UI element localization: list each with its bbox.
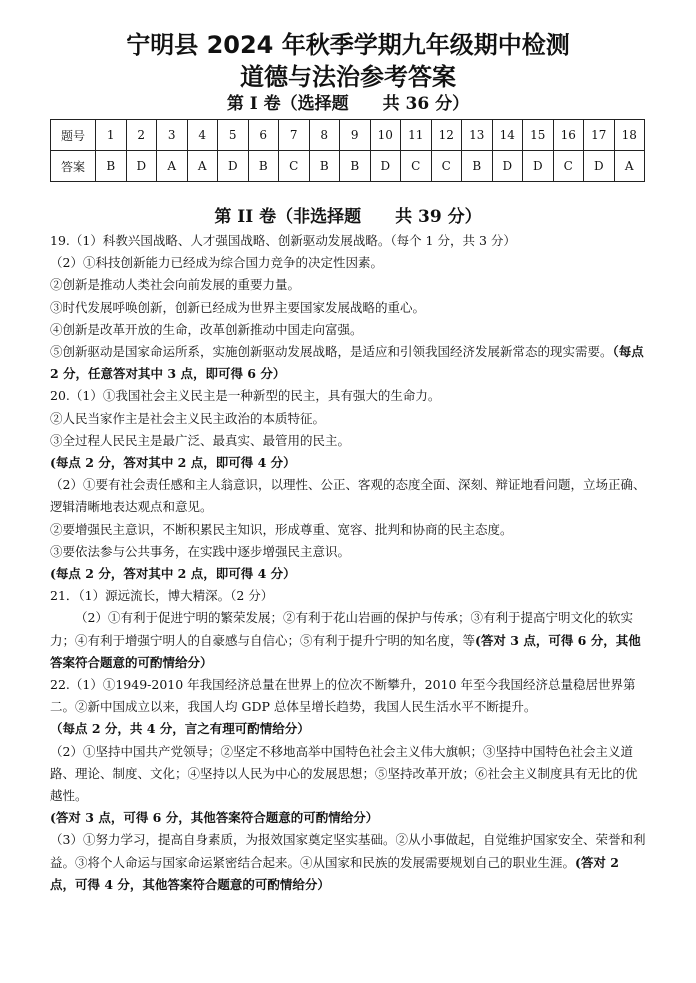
answer-table [50, 119, 645, 182]
q22-score: （每点 2 分，共 4 分，言之有理可酌情给分） [50, 721, 310, 737]
question-number: 7 [279, 120, 310, 151]
q20-line: ②要增强民主意识，不断积累民主知识，形成尊重、宽容、批判和协商的民主态度。 [50, 521, 513, 537]
q22-score: (答对 3 点，可得 6 分，其他答案符合题意的可酌情给分） [50, 810, 379, 826]
answer-cell: D [126, 151, 157, 182]
row-label-numbers: 题号 [51, 120, 96, 151]
answer-cell: D [584, 151, 615, 182]
question-number: 17 [584, 120, 615, 151]
q20-score: (每点 2 分，答对其中 2 点，即可得 4 分） [50, 566, 296, 582]
q21-line [50, 607, 648, 674]
q20-line: （2）①要有社会责任感和主人翁意识，以理性、公正、客观的态度全面、深刻、辩证地看问题，立场正确、逻辑清晰地表达观点和意见。 [50, 477, 646, 515]
answer-cell: B [340, 151, 371, 182]
q21-score: (答对 3 点，可得 6 分，其他答案符合题意的可酌情给分） [50, 632, 641, 670]
question-number: 4 [187, 120, 218, 151]
q19-line [50, 341, 648, 385]
answer-cell: D [370, 151, 401, 182]
q20-line: ③全过程人民民主是最广泛、最真实、最管用的民主。 [50, 432, 351, 448]
answer-row [51, 151, 645, 182]
part1-heading: 第 I 卷（选择题 共 36 分） [226, 94, 470, 114]
q21-text: （2）①有利于促进宁明的繁荣发展；②有利于花山岩画的保护与传承；③有利于提高宁明文化的软实力；④有利于增强宁明人的自豪感与自信心；⑤有利于提升宁明的知名度，等 [50, 610, 633, 648]
question-number: 11 [401, 120, 432, 151]
answer-cell: B [248, 151, 279, 182]
question-number: 3 [157, 120, 188, 151]
answer-cell: C [279, 151, 310, 182]
q22-line [50, 829, 648, 896]
answer-cell: C [431, 151, 462, 182]
q21-line: 21．（1）源远流长，博大精深。（2 分） [50, 588, 274, 604]
q19-line: （2）①科技创新能力已经成为综合国力竞争的决定性因素。 [50, 255, 383, 271]
question-number: 5 [218, 120, 249, 151]
answer-cell: A [614, 151, 645, 182]
answer-content [50, 230, 648, 896]
question-number: 14 [492, 120, 523, 151]
q20-score: (每点 2 分，答对其中 2 点，即可得 4 分） [50, 455, 296, 471]
q19-line: ②创新是推动人类社会向前发展的重要力量。 [50, 277, 301, 293]
q19-line: 19.（1）科教兴国战略、人才强国战略、创新驱动发展战略。（每个 1 分，共 3 分） [50, 233, 516, 248]
q20-line: ②人民当家作主是社会主义民主政治的本质特征。 [50, 410, 326, 426]
answer-cell: B [462, 151, 493, 182]
answer-cell: D [492, 151, 523, 182]
q20-line: 20.（1）①我国社会主义民主是一种新型的民主，具有强大的生命力。 [50, 388, 441, 404]
question-number: 12 [431, 120, 462, 151]
q19-score: （每点 2 分，任意答对其中 3 点，即可得 6 分） [50, 344, 644, 382]
q22-score: (答对 2 点，可得 4 分，其他答案符合题意的可酌情给分） [50, 854, 619, 892]
q19-line: ③时代发展呼唤创新，创新已经成为世界主要国家发展战略的重心。 [50, 299, 426, 315]
question-number-row [51, 120, 645, 151]
question-number: 6 [248, 120, 279, 151]
q19-text: ⑤创新驱动是国家命运所系，实施创新驱动发展战略，是适应和引领我国经济发展新常态的现实需要。 [50, 344, 613, 360]
row-label-answers: 答案 [51, 151, 96, 182]
answer-cell: A [157, 151, 188, 182]
question-number: 16 [553, 120, 584, 151]
question-number: 13 [462, 120, 493, 151]
q20-line: ③要依法参与公共事务，在实践中逐步增强民主意识。 [50, 543, 351, 559]
q22-line: 22.（1）①1949-2010 年我国经济总量在世界上的位次不断攀升，2010 年至今我国经济总量稳居世界第二。②新中国成立以来，我国人均 GDP 总体呈增长趋势，我国人民生活水平不断提升。 [50, 677, 636, 715]
question-number: 2 [126, 120, 157, 151]
q22-line: （2）①坚持中国共产党领导；②坚定不移地高举中国特色社会主义伟大旗帜；③坚持中国特色社会主义道路、理论、制度、文化；④坚持以人民为中心的发展思想；⑤坚持改革开放；⑥社会主义制度具有无比的优越性。 [50, 743, 638, 804]
document-subtitle: 道德与法治参考答案 [240, 63, 456, 91]
question-number: 1 [96, 120, 127, 151]
document-title: 宁明县 2024 年秋季学期九年级期中检测 [126, 31, 570, 59]
answer-cell: D [218, 151, 249, 182]
q19-line: ④创新是改革开放的生命，改革创新推动中国走向富强。 [50, 321, 363, 337]
part2-heading: 第 II 卷（非选择题 共 39 分） [214, 207, 482, 227]
question-number: 9 [340, 120, 371, 151]
question-number: 18 [614, 120, 645, 151]
answer-cell: C [553, 151, 584, 182]
question-number: 15 [523, 120, 554, 151]
answer-cell: A [187, 151, 218, 182]
answer-cell: B [309, 151, 340, 182]
answer-cell: C [401, 151, 432, 182]
answer-cell: D [523, 151, 554, 182]
question-number: 10 [370, 120, 401, 151]
answer-cell: B [96, 151, 127, 182]
question-number: 8 [309, 120, 340, 151]
q22-text: （3）①努力学习，提高自身素质，为报效国家奠定坚实基础。②从小事做起，自觉维护国家安全、荣誉和利益。③将个人命运与国家命运紧密结合起来。④从国家和民族的发展需要规划自己的职业生涯。 [50, 832, 646, 870]
